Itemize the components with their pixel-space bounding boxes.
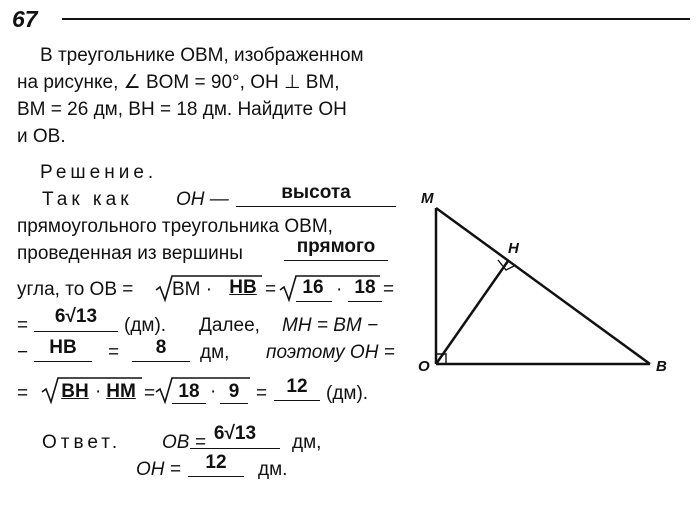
solution-l7-end: (дм). <box>326 383 369 404</box>
blank-line <box>188 476 244 477</box>
blank-line <box>284 260 388 261</box>
answer-blank-hm: HM <box>106 381 136 402</box>
solution-l3-a: проведенная из вершины <box>17 243 243 264</box>
solution-l7-eq: = <box>144 383 156 404</box>
solution-l1-a: Так как <box>42 189 133 210</box>
statement-line-3: BM = 26 дм, BH = 18 дм. Найдите OH <box>17 99 347 120</box>
right-angle-mark-o <box>436 354 446 364</box>
solution-l6-c: дм, <box>200 342 230 363</box>
blank-line <box>34 331 118 332</box>
blank-line <box>220 403 248 404</box>
side-mb <box>436 208 650 364</box>
vertex-label-o: O <box>418 358 430 375</box>
solution-l5-b: (дм). <box>124 315 167 336</box>
answer-oh-unit: дм. <box>258 459 288 480</box>
solution-l4-a: угла, то OB = <box>17 279 134 300</box>
right-angle-mark-h <box>498 260 516 270</box>
solution-l2: прямоугольного треугольника OBM, <box>17 216 333 237</box>
solution-l4-eq: = <box>265 279 277 300</box>
solution-l5-d: MH = BM − <box>282 315 379 336</box>
answer-blank-9: 9 <box>228 381 240 402</box>
problem-number: 67 <box>12 6 38 32</box>
answer-ob-unit: дм, <box>292 432 322 453</box>
solution-l7-a: = <box>17 383 29 404</box>
answer-blank-ob: 6√13 <box>54 306 98 327</box>
header-rule <box>62 18 690 20</box>
solution-heading: Решение. <box>40 162 158 183</box>
answer-blank-ob-final: 6√13 <box>213 423 257 444</box>
blank-line <box>348 301 382 302</box>
blank-line <box>190 448 280 449</box>
solution-l4-end: = <box>383 279 395 300</box>
answer-heading: Ответ. <box>42 432 122 453</box>
solution-l6-b: = <box>108 342 120 363</box>
answer-blank-pryamogo: прямого <box>296 236 376 257</box>
answer-blank-16: 16 <box>302 277 324 298</box>
solution-l1-b: OH — <box>176 189 229 210</box>
vertex-label-h: H <box>508 240 519 257</box>
solution-l6-d: поэтому OH = <box>266 342 395 363</box>
solution-l7-dot: · <box>95 381 102 402</box>
blank-line <box>236 206 396 207</box>
answer-blank-hb: HB <box>229 277 257 298</box>
answer-blank-12: 12 <box>286 376 308 397</box>
altitude-oh <box>436 261 508 364</box>
statement-line-1: В треугольнике OBM, изображенном <box>40 45 364 66</box>
blank-line <box>34 361 92 362</box>
solution-l7-eq-2: = <box>256 383 268 404</box>
answer-blank-oh-final: 12 <box>205 452 227 473</box>
answer-oh-label: OH = <box>136 459 181 480</box>
answer-ob-label: OB = <box>162 432 206 453</box>
solution-l6-a: − <box>17 342 29 363</box>
blank-line <box>172 403 206 404</box>
answer-blank-18b: 18 <box>178 381 200 402</box>
solution-l4-dot: · <box>336 279 343 300</box>
blank-line <box>296 301 332 302</box>
vertex-label-m: M <box>421 190 434 207</box>
blank-line <box>274 400 320 401</box>
solution-l7-dot-2: · <box>210 381 217 402</box>
answer-blank-18: 18 <box>354 277 376 298</box>
blank-line <box>132 361 190 362</box>
solution-l5-a: = <box>17 315 29 336</box>
solution-l5-c: Далее, <box>199 315 260 336</box>
solution-l4-sqrt-a: BM · <box>172 279 213 300</box>
answer-blank-bh: BH <box>61 381 89 402</box>
answer-blank-vysota: высота <box>281 182 351 203</box>
statement-line-4: и OB. <box>17 126 66 147</box>
answer-blank-hb-2: HB <box>49 337 77 358</box>
vertex-label-b: B <box>656 358 667 375</box>
answer-blank-8: 8 <box>155 337 167 358</box>
statement-line-2: на рисунке, ∠ BOM = 90°, OH ⊥ BM, <box>17 72 340 93</box>
